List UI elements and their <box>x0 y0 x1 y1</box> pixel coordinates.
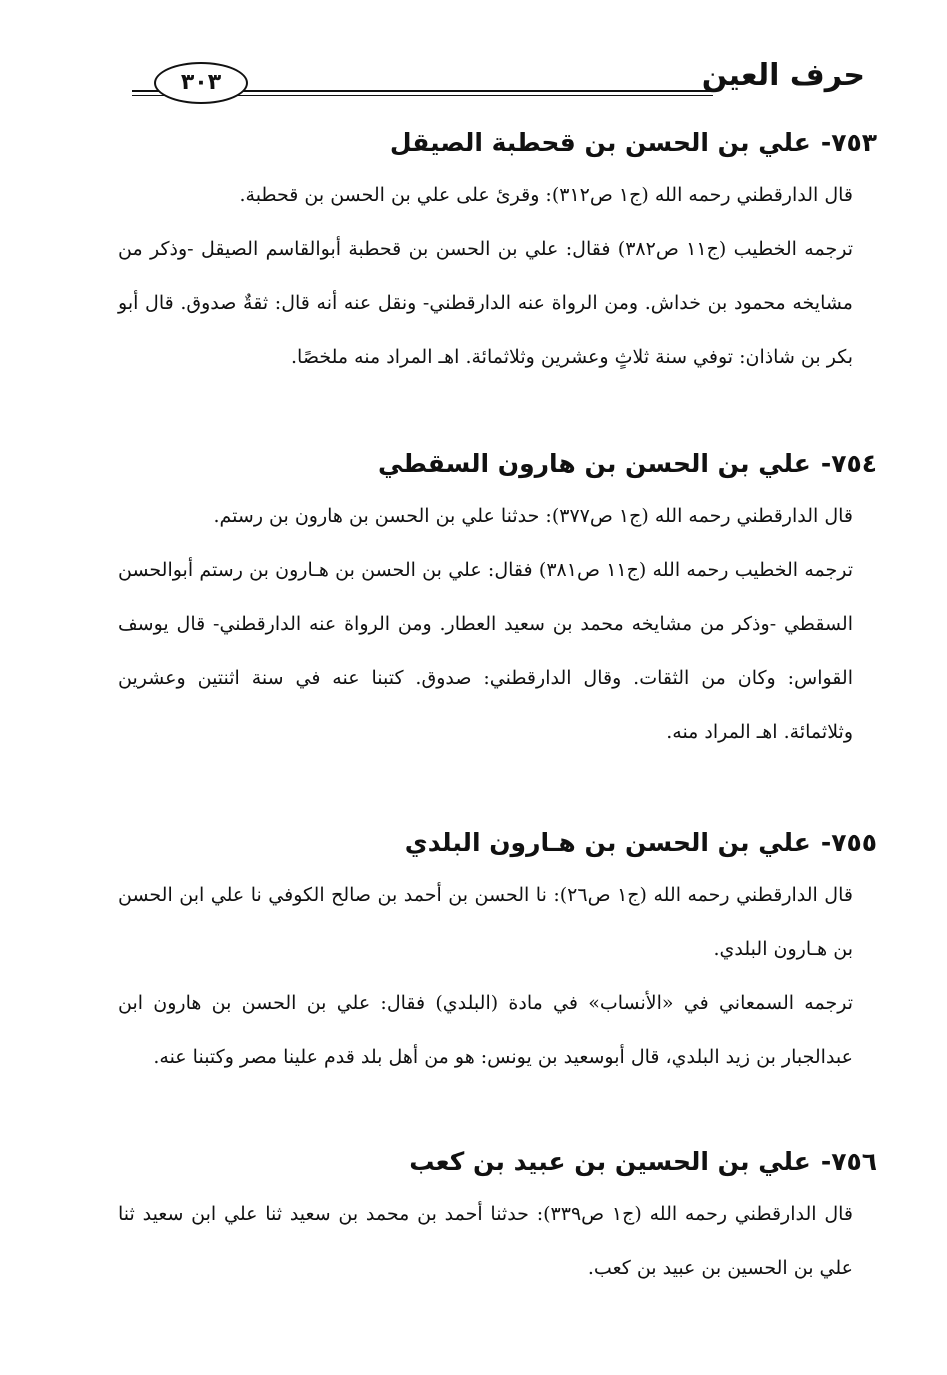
entry-number: ٧٥٣- <box>820 128 877 157</box>
entry-body <box>118 1187 853 1295</box>
entry-name: علي بن الحسن بن قحطبة الصيقل <box>389 128 811 157</box>
paragraph: ترجمه الخطيب رحمه الله (ج١١ ص٣٨١) فقال: علي بن الحسن بن هـارون بن رستم أبوالحسن السقطي -وذكر من مشايخه محمد بن سعيد العطار. ومن الرواة عنه الدارقطني- قال يوسف القواس: وكان من الثقات. وقال الدارقطني: صدوق. كتبنا عنه في سنة اثنتين وعشرين وثلاثمائة. اهـ المراد منه. <box>118 559 854 743</box>
entry-body <box>118 489 853 759</box>
entry-body <box>118 868 853 1084</box>
entry-heading <box>118 443 877 485</box>
paragraph: ترجمه الخطيب (ج١١ ص٣٨٢) فقال: علي بن الحسن بن قحطبة أبوالقاسم الصيقل -وذكر من مشايخه محمود بن خداش. ومن الرواة عنه الدارقطني- ونقل عنه أنه قال: ثقةٌ صدوق. قال أبو بكر بن شاذان: توفي سنة ثلاثٍ وعشرين وثلاثمائة. اهـ المراد منه ملخصًا. <box>118 238 853 368</box>
paragraph: ترجمه السمعاني في «الأنساب» في مادة (البلدي) فقال: علي بن الحسن بن هارون ابن عبدالجبار بن زيد البلدي، قال أبوسعيد بن يونس: هو من أهل بلد قدم علينا مصر وكتبنا عنه. <box>118 992 853 1068</box>
entry-name: علي بن الحسين بن عبيد بن كعب <box>409 1147 811 1176</box>
entry-number: ٧٥٦- <box>820 1147 877 1176</box>
entry-body <box>118 168 853 384</box>
chapter-title: حرف العين <box>701 58 865 93</box>
paragraph: قال الدارقطني رحمه الله (ج١ ص٢٦): نا الحسن بن أحمد بن صالح الكوفي نا علي ابن الحسن بن هـارون البلدي. <box>118 884 853 960</box>
entry-756 <box>118 1141 877 1295</box>
entry-heading <box>118 822 877 864</box>
page-number: ٣٠٣ <box>154 62 248 104</box>
page-header <box>132 52 865 104</box>
paragraph: قال الدارقطني رحمه الله (ج١ ص٣٣٩): حدثنا أحمد بن محمد بن سعيد ثنا علي ابن سعيد ثنا علي بن الحسين بن عبيد بن كعب. <box>118 1203 853 1279</box>
entry-heading <box>118 122 877 164</box>
entry-number: ٧٥٤- <box>820 449 877 478</box>
entry-753 <box>118 122 877 384</box>
entry-755 <box>118 822 877 1084</box>
entry-heading <box>118 1141 877 1183</box>
entry-number: ٧٥٥- <box>820 828 877 857</box>
entry-name: علي بن الحسن بن هارون السقطي <box>378 449 811 478</box>
entry-754 <box>118 443 877 759</box>
paragraph: قال الدارقطني رحمه الله (ج١ ص٣٧٧): حدثنا علي بن الحسن بن هارون بن رستم. <box>213 505 853 527</box>
entry-name: علي بن الحسن بن هـارون البلدي <box>404 828 811 857</box>
paragraph: قال الدارقطني رحمه الله (ج١ ص٣١٢): وقرئ على علي بن الحسن بن قحطبة. <box>239 184 853 206</box>
